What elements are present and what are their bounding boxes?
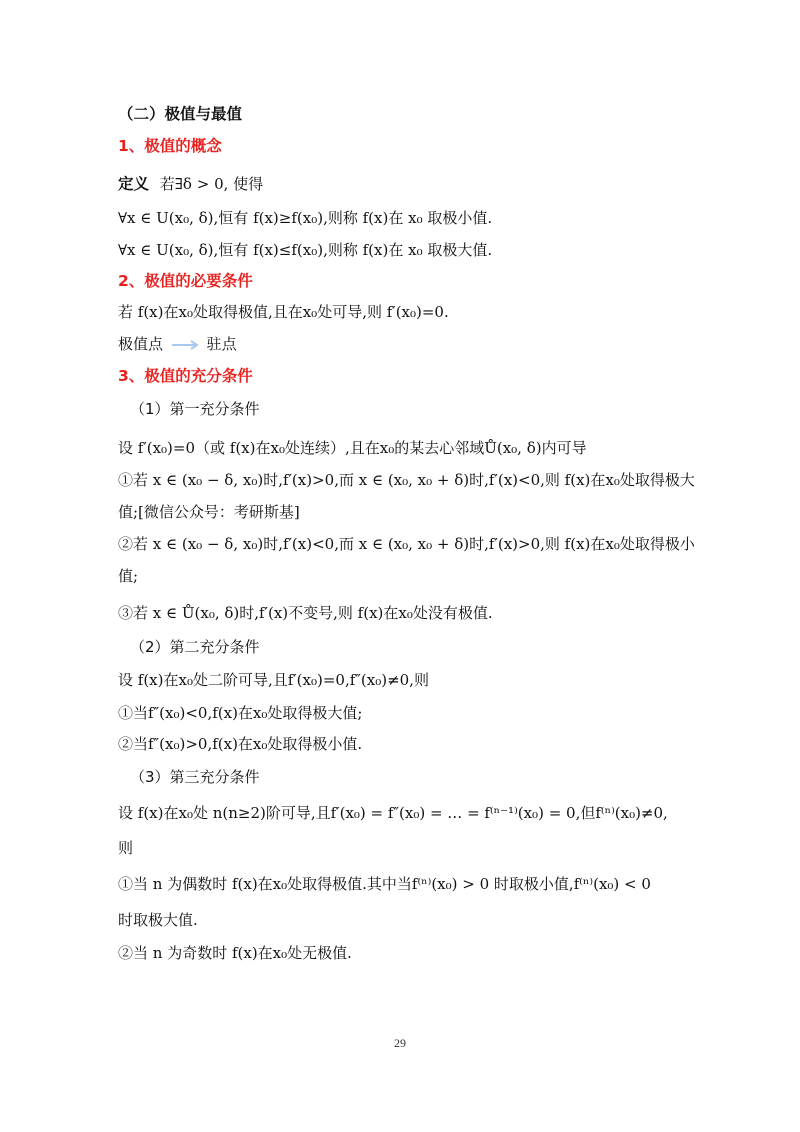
subheading-second-condition: （2）第二充分条件	[130, 638, 260, 656]
first-condition-case3: ③若 x ∈ Ů(x₀, δ)时,f′(x)不变号,则 f(x)在x₀处没有极值.	[118, 604, 493, 622]
third-condition-premise: 设 f(x)在x₀处 n(n≥2)阶可导,且f′(x₀) = f″(x₀) = … = f⁽ⁿ⁻¹⁾(x₀) = 0,但f⁽ⁿ⁾(x₀)≠0,	[118, 804, 668, 822]
heading-sufficient-conditions: 3、极值的充分条件	[118, 367, 253, 385]
definition-min-line: ∀x ∈ U(x₀, δ),恒有 f(x)≥f(x₀),则称 f(x)在 x₀ 取极小值.	[118, 209, 493, 227]
third-condition-premise-cont: 则	[118, 839, 134, 857]
implies-arrow-icon	[170, 339, 200, 351]
heading-extremum-concept: 1、极值的概念	[118, 137, 222, 155]
first-condition-case2: ②若 x ∈ (x₀ − δ, x₀)时,f′(x)<0,而 x ∈ (x₀, x₀ + δ)时,f′(x)>0,则 f(x)在x₀处取得极小	[118, 535, 695, 553]
first-condition-premise: 设 f′(x₀)=0（或 f(x)在x₀处连续）,且在x₀的某去心邻域Ů(x₀, δ)内可导	[118, 439, 587, 457]
section-title: （二）极值与最值	[118, 105, 243, 123]
definition-label: 定义	[118, 175, 150, 193]
definition-text: 若∃δ > 0, 使得	[159, 175, 264, 193]
second-condition-case2: ②当f″(x₀)>0,f(x)在x₀处取得极小值.	[118, 735, 363, 753]
definition-line	[118, 174, 263, 194]
third-condition-case2: ②当 n 为奇数时 f(x)在x₀处无极值.	[118, 944, 352, 962]
relation-left: 极值点	[118, 335, 164, 353]
subheading-third-condition: （3）第三充分条件	[130, 768, 260, 786]
third-condition-case1-cont: 时取极大值.	[118, 911, 198, 929]
first-condition-case2-cont: 值;	[118, 567, 139, 585]
definition-max-line: ∀x ∈ U(x₀, δ),恒有 f(x)≤f(x₀),则称 f(x)在 x₀ 取极大值.	[118, 241, 493, 259]
second-condition-premise: 设 f(x)在x₀处二阶可导,且f′(x₀)=0,f″(x₀)≠0,则	[118, 671, 429, 689]
first-condition-case1: ①若 x ∈ (x₀ − δ, x₀)时,f′(x)>0,而 x ∈ (x₀, x₀ + δ)时,f′(x)<0,则 f(x)在x₀处取得极大	[118, 471, 695, 489]
page-number: 29	[394, 1036, 406, 1050]
relation-right: 驻点	[206, 335, 237, 353]
subheading-first-condition: （1）第一充分条件	[130, 400, 260, 418]
third-condition-case1: ①当 n 为偶数时 f(x)在x₀处取得极值.其中当f⁽ⁿ⁾(x₀) > 0 时取极小值,f⁽ⁿ⁾(x₀) < 0	[118, 875, 651, 893]
heading-necessary-condition: 2、极值的必要条件	[118, 272, 253, 290]
first-condition-case1-cont: 值;[微信公众号：考研斯基]	[118, 503, 300, 521]
relation-line	[118, 334, 237, 354]
second-condition-case1: ①当f″(x₀)<0,f(x)在x₀处取得极大值;	[118, 704, 363, 722]
necessary-condition-line: 若 f(x)在x₀处取得极值,且在x₀处可导,则 f′(x₀)=0.	[118, 303, 449, 321]
